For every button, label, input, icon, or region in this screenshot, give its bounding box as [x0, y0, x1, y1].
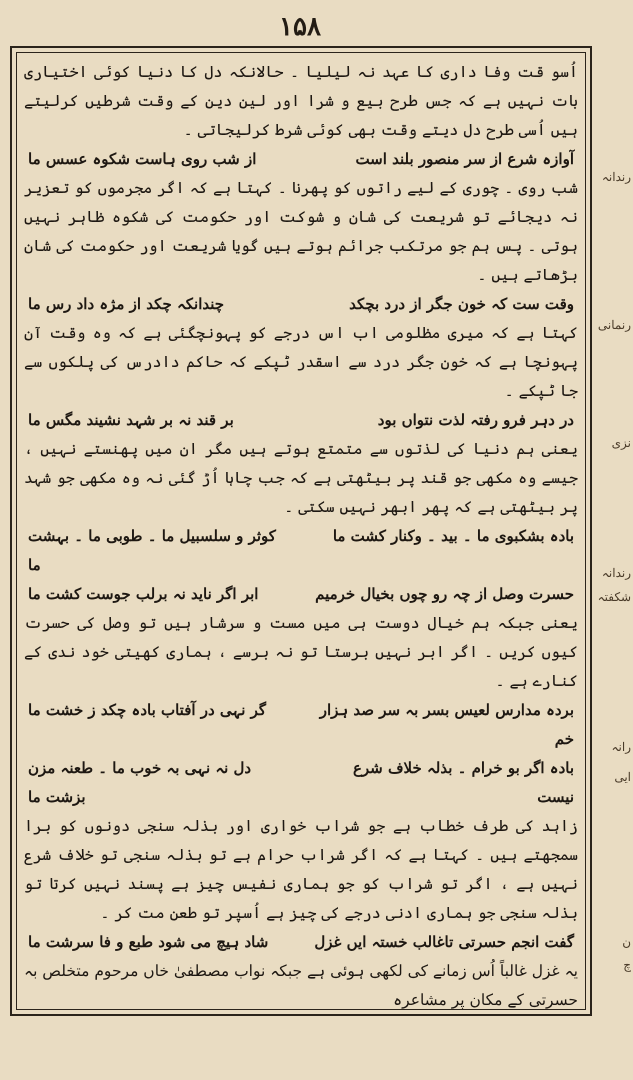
paragraph: یعنی ہم دنیا کی لذتوں سے متمتع ہوتے ہیں مگر ان میں پھنستے نہیں ، جیسے وہ مکھی جو قند پر بیٹھتی ہے کہ جب چاہا اُڑ گئی نہ وہ مکھی جو شہد پر بیٹھتی ہے کہ پھر ابھر نہیں سکتی ۔	[24, 440, 578, 516]
verse-hemistich-second: شاد ہیچ می شود طبع و فا سرشت ما	[28, 933, 269, 951]
verse-couplet	[24, 696, 578, 754]
verse-hemistich-second: دل نہ نہی بہ خوب ما ۔ طعنہ مزن بزشت ما	[28, 759, 252, 806]
verse-couplet	[24, 754, 578, 812]
verse-hemistich-second: بر قند نہ بر شہد نشیند مگس ما	[28, 411, 234, 429]
verse-hemistich-first: بادہ بشکبوی ما ۔ بید ۔ وکنار کشت ما	[332, 527, 574, 545]
verse-couplet	[24, 406, 578, 435]
verse-couplet	[24, 145, 578, 174]
verse-hemistich-first: آوازہ شرع از سر منصور بلند است	[355, 150, 574, 168]
paragraph: اُسو قت وفا داری کا عہد نہ لیلیا ۔ حالانکہ دل کا دنیا کوئی اختیاری بات نہیں ہے کہ جس طرح بیع و شرا اور لین دین کے وقت شرطیں کرلیتے ہیں اُسی طرح دل دیتے وقت بھی کوئی شرط کرلیجاتی ۔	[24, 63, 578, 139]
verse-couplet	[24, 928, 578, 957]
verse-couplet	[24, 522, 578, 580]
commentary-body	[23, 58, 578, 1009]
margin-notes	[598, 0, 633, 1080]
verse-couplet	[24, 580, 578, 609]
margin-note: رانہ	[611, 740, 631, 754]
margin-note: رندانہ	[601, 566, 631, 580]
margin-note: چ	[623, 958, 631, 972]
verse-hemistich-second: از شب روی ہاست شکوہ عسس ما	[28, 150, 257, 168]
margin-note: ن	[622, 935, 631, 949]
paragraph: یعنی جبکہ ہم خیال دوست ہی میں مست و سرشار ہیں تو وصل کی حسرت کیوں کریں ۔ اگر ابر نہیں برستا تو نہ برسے ، ہماری کھیتی خود ندی کے کنارے ہے ۔	[24, 614, 578, 690]
verse-hemistich-second: چندانکہ چکد از مژہ داد رس ما	[28, 295, 225, 313]
paragraph: شب روی ۔ چوری کے لیے راتوں کو پھرنا ۔ کہتا ہے کہ اگر مجرموں کو تعزیر نہ دیجائے تو شریعت کی شان و شوکت اور حکومت کی شکوہ ظاہر نہیں ہوتی ۔ پس ہم جو مرتکب جرائم ہوتے ہیں گویا شریعت اور حکومت کی شان بڑھاتے ہیں ۔	[24, 179, 578, 284]
verse-hemistich-second: ابر اگر ناید نہ برلب جوست کشت ما	[28, 585, 259, 603]
verse-couplet	[24, 290, 578, 319]
margin-note: شکفتہ	[597, 590, 631, 604]
paragraph: یہ غزل غالباً اُس زمانے کی لکھی ہوئی ہے جبکہ نواب مصطفیٰ خاں مرحوم متخلص بہ حسرتی کے مکان پر مشاعرہ	[23, 962, 578, 1009]
paragraph: کہتا ہے کہ میری مظلومی اب اس درجے کو پہونچگئی ہے کہ وہ وقت آن پہونچا ہے کہ خون جگر درد سے اسقدر ٹپکے کہ حاکم دادرس کی پلکوں سے جا ٹپکے ۔	[24, 324, 578, 400]
verse-hemistich-first: در دہر فرو رفتہ لذت نتواں بود	[377, 411, 574, 429]
margin-note: نزی	[611, 436, 631, 450]
margin-note: رندانہ	[601, 170, 631, 184]
verse-hemistich-first: بادہ اگر بو خرام ۔ بذلہ خلاف شرع نیست	[352, 759, 574, 806]
verse-hemistich-first: وقت ست کہ خون جگر از درد بچکد	[349, 295, 574, 313]
verse-hemistich-second: گر نہی در آفتاب بادہ چکد ز خشت ما	[28, 701, 267, 719]
verse-hemistich-first: گفت انجم حسرتی تاغالب خستہ ایں غزل	[314, 933, 574, 951]
verse-hemistich-first: بردہ مدارس لعیس بسر بہ سر صد ہزار خم	[319, 701, 574, 748]
verse-hemistich-first: حسرت وصل از چہ رو چوں بخیال خرمیم	[315, 585, 574, 603]
margin-note: ایی	[614, 770, 631, 784]
verse-hemistich-second: کوثر و سلسبیل ما ۔ طوبی ما ۔ بہشت ما	[28, 527, 276, 574]
paragraph: زاہد کی طرف خطاب ہے جو شراب خواری اور بذلہ سنجی دونوں کو برا سمجھتے ہیں ۔ کہتا ہے کہ اگر شراب حرام ہے تو بذلہ سنجی تو خلاف شرع نہیں ہے ، اگر تو شراب کو جو ہماری نفیس چیز ہے پسند نہیں کرتا تو بذلہ سنجی جو ہماری ادنی درجے کی چیز ہے اُسپر تو طعن مت کر ۔	[24, 817, 578, 922]
page-number: ۱۵۸	[279, 12, 321, 42]
margin-note: رنمانی	[597, 318, 631, 332]
text-frame	[10, 46, 592, 1016]
